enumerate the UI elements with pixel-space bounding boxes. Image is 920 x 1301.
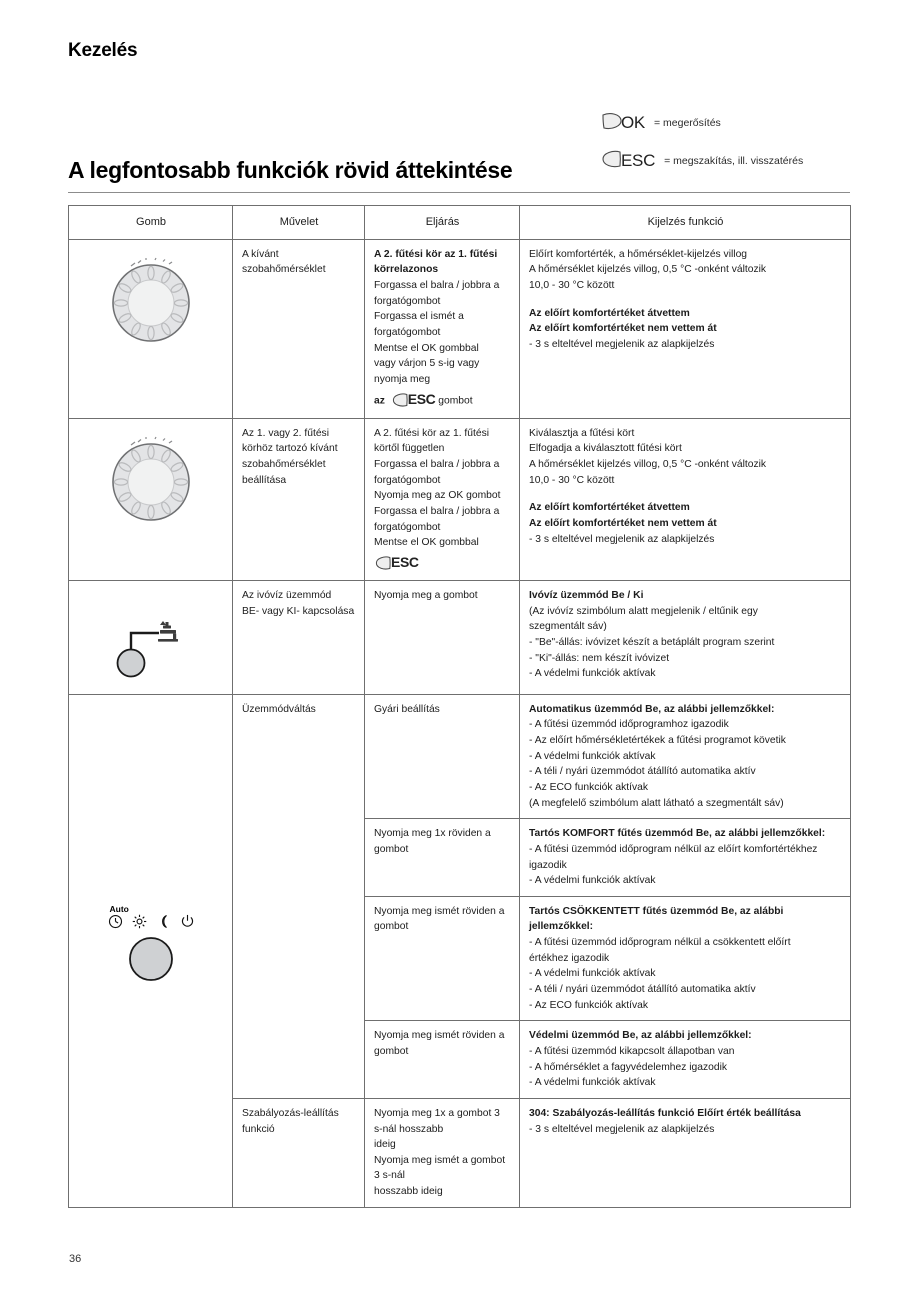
display-cell [520, 581, 851, 695]
legend-row-ok [600, 110, 860, 136]
display-line: Tartós KOMFORT fűtés üzemmód Be, az alábbi jellemzőkkel: [529, 828, 826, 840]
procedure-line: nyomja meg [374, 373, 431, 385]
display-line: A hőmérséklet kijelzés villog, 0,5 °C -onként változik [529, 264, 767, 276]
auto-label: Auto [109, 903, 129, 914]
table-header-row [69, 206, 851, 240]
procedure-cell [365, 581, 520, 695]
procedure-line: gombot [374, 1045, 409, 1057]
procedure-line: Nyomja meg ismét röviden a [374, 905, 505, 917]
display-line: - A hőmérséklet a fagyvédelemhez igazodik [529, 1061, 728, 1073]
dhw-button-icon [111, 611, 191, 687]
sun-icon [132, 914, 147, 932]
display-line: Kiválasztja a fűtési kört [529, 427, 635, 439]
procedure-line: Nyomja meg 1x röviden a [374, 828, 491, 840]
display-cell [520, 819, 851, 897]
esc-suffix: gombot [438, 396, 473, 408]
rotary-knob-icon [105, 432, 198, 533]
mode-button-icon [108, 905, 195, 990]
chapter-title: Kezelés [68, 40, 138, 61]
ok-key [600, 111, 645, 136]
procedure-cell [365, 1098, 520, 1207]
esc-key-label: ESC [407, 391, 436, 408]
action-cell [233, 1098, 365, 1207]
procedure-line: körtől független [374, 443, 445, 455]
display-line: Elfogadja a kiválasztott fűtési kört [529, 443, 682, 455]
mode-round-button [123, 934, 179, 984]
esc-key-label: ESC [391, 553, 419, 570]
procedure-line: gombot [374, 921, 409, 933]
procedure-esc-line [374, 389, 511, 410]
spacer [529, 294, 842, 306]
procedure-cell [365, 418, 520, 580]
table-row [69, 581, 851, 695]
display-line: Tartós CSÖKKENTETT fűtés üzemmód Be, az alábbi jellemzőkkel: [529, 905, 784, 933]
display-line: - A fűtési üzemmód kikapcsolt állapotban van [529, 1045, 735, 1057]
power-icon [180, 914, 195, 932]
action-line: BE- vagy KI- kapcsolása [242, 605, 355, 617]
display-line: - A téli / nyári üzemmódot átállító automatika aktív [529, 766, 756, 778]
action-line: körhöz tartozó kívánt [242, 443, 338, 455]
action-cell [233, 581, 365, 695]
button-cell [69, 239, 233, 418]
display-line: - A védelmi funkciók aktívak [529, 875, 656, 887]
display-line: - A védelmi funkciók aktívak [529, 1077, 656, 1089]
display-line: - 3 s elteltével megjelenik az alapkijelzés [529, 533, 715, 545]
display-line: - "Be"-állás: ivóvizet készít a betáplált program szerint [529, 637, 775, 649]
display-line: Az előírt komfortértéket nem vettem át [529, 517, 717, 529]
title-rule [68, 192, 850, 193]
table-row [69, 239, 851, 418]
mode-icon-row [108, 914, 195, 932]
action-line: Az ivóvíz üzemmód [242, 590, 332, 602]
display-line: Az előírt komfortértéket átvettem [529, 307, 690, 319]
procedure-line: A 2. fűtési kör az 1. fűtési [374, 248, 498, 260]
procedure-cell [365, 896, 520, 1020]
display-line: Az előírt komfortértéket nem vettem át [529, 323, 717, 335]
table-row [69, 694, 851, 818]
procedure-line: Gyári beállítás [374, 703, 440, 715]
display-line: - Az előírt hőmérsékletértékek a fűtési programot követik [529, 735, 786, 747]
procedure-line: forgatógombot [374, 326, 441, 338]
procedure-esc-line [374, 552, 511, 573]
display-line: Védelmi üzemmód Be, az alábbi jellemzőkkel: [529, 1030, 752, 1042]
procedure-line: Nyomja meg ismét röviden a [374, 1030, 505, 1042]
ok-key-desc: = megerősítés [653, 117, 721, 129]
clock-icon [108, 914, 123, 932]
esc-token [374, 552, 419, 573]
display-line: szegmentált sáv) [529, 621, 607, 633]
display-line: - Az ECO funkciók aktívak [529, 781, 649, 793]
col-header-kijelzes: Kijelzés funkció [520, 206, 851, 240]
page-number: 36 [69, 1253, 82, 1265]
display-line: - A védelmi funkciók aktívak [529, 968, 656, 980]
procedure-line: Mentse el OK gombbal [374, 537, 479, 549]
procedure-line: Nyomja meg a gombot [374, 590, 478, 602]
display-cell [520, 896, 851, 1020]
display-line: A hőmérséklet kijelzés villog, 0,5 °C -onként változik [529, 459, 767, 471]
display-line: 10,0 - 30 °C között [529, 474, 615, 486]
display-line: (Az ivóvíz szimbólum alatt megjelenik / eltűnik egy [529, 605, 758, 617]
action-cell [233, 239, 365, 418]
spacer [529, 488, 842, 500]
display-line: - "Ki"-állás: nem készít ivóvizet [529, 652, 670, 664]
esc-token [388, 389, 436, 410]
button-cell [69, 581, 233, 695]
procedure-line: forgatógombot [374, 521, 441, 533]
procedure-cell [365, 239, 520, 418]
key-legend [600, 110, 860, 174]
display-line: Ivóvíz üzemmód Be / Ki [529, 590, 644, 602]
display-line: 304: Szabályozás-leállítás funkció Előírt érték beállítása [529, 1107, 801, 1119]
legend-row-esc [600, 148, 860, 174]
display-cell [520, 1098, 851, 1207]
col-header-gomb: Gomb [69, 206, 233, 240]
action-line: szobahőmérséklet [242, 264, 326, 276]
procedure-cell [365, 1021, 520, 1099]
faucet-icon [158, 621, 178, 642]
action-cell [233, 694, 365, 1098]
display-cell [520, 1021, 851, 1099]
col-header-muvelet: Művelet [233, 206, 365, 240]
procedure-cell [365, 819, 520, 897]
col-header-eljaras: Eljárás [365, 206, 520, 240]
action-line: szobahőmérséklet [242, 459, 326, 471]
action-line: Szabályozás-leállítás [242, 1107, 339, 1119]
procedure-line: forgatógombot [374, 474, 441, 486]
page-title: A legfontosabb funkciók rövid áttekintése [68, 157, 513, 183]
procedure-cell [365, 694, 520, 818]
procedure-line: Nyomja meg 1x a gombot 3 [374, 1107, 500, 1119]
procedure-line: s-nál hosszabb [374, 1123, 444, 1135]
display-line: - A téli / nyári üzemmódot átállító automatika aktív [529, 984, 756, 996]
action-line: beállítása [242, 474, 287, 486]
procedure-line: 3 s-nál [374, 1170, 405, 1182]
display-line: (A megfelelő szimbólum alatt látható a szegmentált sáv) [529, 797, 784, 809]
procedure-line: körrelazonos [374, 264, 439, 276]
procedure-line: Forgassa el ismét a [374, 311, 464, 323]
table-row [69, 418, 851, 580]
moon-icon [156, 914, 171, 932]
esc-key [600, 149, 655, 174]
action-cell [233, 418, 365, 580]
procedure-line: Nyomja meg az OK gombot [374, 490, 501, 502]
esc-prefix: az [374, 396, 385, 408]
action-line: Az 1. vagy 2. fűtési [242, 427, 329, 439]
display-cell [520, 418, 851, 580]
display-cell [520, 239, 851, 418]
procedure-line: Forgassa el balra / jobbra a [374, 280, 500, 291]
procedure-line: Forgassa el balra / jobbra a [374, 505, 500, 517]
ok-key-label: OK [621, 113, 645, 132]
display-line: - A fűtési üzemmód időprogram nélkül a csökkentett előírt [529, 937, 791, 949]
button-cell [69, 694, 233, 1207]
display-line: értékhez igazodik [529, 952, 610, 964]
display-line: - 3 s elteltével megjelenik az alapkijelzés [529, 1123, 715, 1135]
display-line: Előírt komfortérték, a hőmérséklet-kijelzés villog [529, 248, 748, 260]
rotary-knob-icon [105, 253, 198, 354]
procedure-line: forgatógombot [374, 295, 441, 307]
action-line: A kívánt [242, 248, 279, 260]
procedure-line: A 2. fűtési kör az 1. fűtési [374, 427, 490, 439]
procedure-line: vagy várjon 5 s-ig vagy [374, 358, 480, 370]
procedure-line: gombot [374, 843, 409, 855]
procedure-line: Mentse el OK gombbal [374, 342, 479, 354]
button-cell [69, 418, 233, 580]
procedure-line: ideig [374, 1139, 396, 1151]
procedure-line: Nyomja meg ismét a gombot [374, 1154, 506, 1166]
display-cell [520, 694, 851, 818]
display-line: - A védelmi funkciók aktívak [529, 668, 656, 680]
functions-table [68, 205, 851, 1208]
procedure-line: Forgassa el balra / jobbra a [374, 459, 500, 471]
display-line: - A védelmi funkciók aktívak [529, 750, 656, 762]
display-line: - A fűtési üzemmód időprogram nélkül az előírt komfortértékhez [529, 843, 818, 855]
display-line: igazodik [529, 859, 567, 871]
esc-key-label: ESC [621, 151, 656, 170]
action-line: funkció [242, 1123, 275, 1135]
procedure-line: hosszabb ideig [374, 1186, 443, 1198]
display-line: - 3 s elteltével megjelenik az alapkijelzés [529, 338, 715, 350]
display-line: 10,0 - 30 °C között [529, 280, 615, 291]
esc-key-desc: = megszakítás, ill. visszatérés [664, 155, 804, 167]
display-line: - Az ECO funkciók aktívak [529, 999, 649, 1011]
action-line: Üzemmódváltás [242, 703, 316, 715]
display-line: Az előírt komfortértéket átvettem [529, 502, 690, 514]
display-line: Automatikus üzemmód Be, az alábbi jellemzőkkel: [529, 703, 775, 715]
display-line: - A fűtési üzemmód időprogramhoz igazodik [529, 719, 729, 731]
